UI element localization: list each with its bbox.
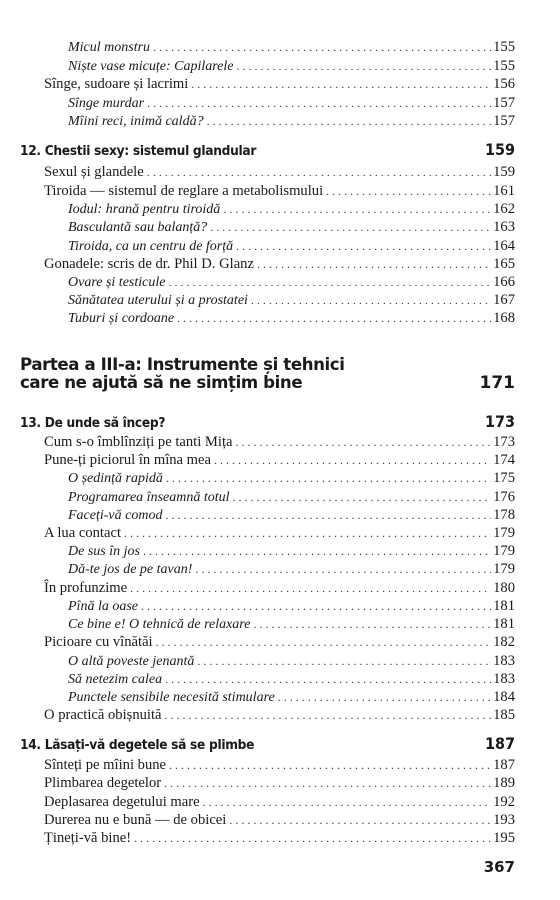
dot-leader xyxy=(229,810,491,830)
entry-title: Tiroida, ca un centru de forță xyxy=(68,239,234,254)
dot-leader xyxy=(130,578,491,598)
toc-entry xyxy=(44,450,515,470)
entry-page: 178 xyxy=(493,507,515,523)
toc-entry xyxy=(68,541,515,561)
dot-leader xyxy=(214,450,491,470)
dot-leader xyxy=(195,559,491,579)
entry-title: Plimbarea degetelor xyxy=(44,775,162,791)
entry-page: 168 xyxy=(493,310,515,326)
entry-page: 189 xyxy=(493,775,515,791)
dot-leader xyxy=(165,705,492,725)
dot-leader xyxy=(233,487,492,507)
dot-leader xyxy=(153,37,491,57)
toc-entry xyxy=(68,669,515,689)
toc-entry xyxy=(44,578,515,598)
dot-leader xyxy=(165,505,491,525)
entry-title: Să netezim calea xyxy=(68,672,163,687)
entry-page: 195 xyxy=(493,830,515,846)
entry-title: A lua contact xyxy=(44,525,121,541)
toc-entry xyxy=(44,432,515,452)
dot-leader xyxy=(236,432,492,452)
toc-entry xyxy=(44,755,515,775)
dot-leader xyxy=(203,792,492,812)
part-page: 171 xyxy=(479,373,515,393)
entry-page: 187 xyxy=(493,757,515,773)
toc-entry xyxy=(68,468,515,488)
entry-page: 159 xyxy=(493,164,515,180)
entry-page: 185 xyxy=(493,707,515,723)
toc-entry xyxy=(68,217,515,237)
part-title-line-1: Partea a III-a: Instrumente și tehnici xyxy=(20,355,345,374)
toc-entry xyxy=(68,37,515,57)
toc-entry xyxy=(68,93,515,113)
dot-leader xyxy=(223,199,491,219)
dot-leader xyxy=(237,56,492,76)
entry-page: 176 xyxy=(493,489,515,505)
entry-title: Sînge, sudoare și lacrimi xyxy=(44,76,189,92)
dot-leader xyxy=(197,651,491,671)
toc-entry xyxy=(68,505,515,525)
toc-entry xyxy=(68,236,515,256)
toc-entry xyxy=(68,308,515,328)
entry-page: 183 xyxy=(493,671,515,687)
entry-title: Faceți-vă comod xyxy=(68,508,163,523)
entry-page: 165 xyxy=(493,256,515,272)
chapter-title: 14. Lăsați-vă degetele să se plimbe xyxy=(20,737,255,753)
entry-title: Sînge murdar xyxy=(68,96,145,111)
page-number: 367 xyxy=(483,858,515,876)
toc-entry xyxy=(44,810,515,830)
entry-title: În profunzime xyxy=(44,580,128,596)
chapter-title: 12. Chestii sexy: sistemul glandular xyxy=(20,143,257,159)
entry-title: Pune-ți piciorul în mîna mea xyxy=(44,452,211,468)
toc-entry xyxy=(44,181,515,201)
dot-leader xyxy=(124,523,491,543)
entry-title: Țineți-vă bine! xyxy=(44,830,132,846)
toc-entry xyxy=(68,687,515,707)
dot-leader xyxy=(164,773,491,793)
entry-page: 192 xyxy=(493,794,515,810)
dot-leader xyxy=(141,596,491,616)
entry-page: 179 xyxy=(493,561,515,577)
dot-leader xyxy=(169,755,491,775)
entry-page: 155 xyxy=(493,58,515,74)
entry-title: O altă poveste jenantă xyxy=(68,654,195,669)
part-heading xyxy=(20,356,515,396)
entry-title: O ședință rapidă xyxy=(68,471,163,486)
entry-title: Iodul: hrană pentru tiroidă xyxy=(68,202,221,217)
toc-entry xyxy=(68,272,515,292)
entry-page: 166 xyxy=(493,274,515,290)
dot-leader xyxy=(177,308,491,328)
entry-title: Mîini reci, inimă caldă? xyxy=(68,114,204,129)
entry-title: Tiroida — sistemul de reglare a metabolismului xyxy=(44,183,324,199)
entry-page: 157 xyxy=(493,113,515,129)
entry-page: 155 xyxy=(493,39,515,55)
entry-page: 180 xyxy=(493,580,515,596)
chapter-page: 187 xyxy=(484,734,515,753)
entry-page: 181 xyxy=(493,598,515,614)
entry-title: Picioare cu vînătăi xyxy=(44,634,153,650)
dot-leader xyxy=(156,632,492,652)
dot-leader xyxy=(236,236,491,256)
dot-leader xyxy=(147,93,491,113)
entry-page: 182 xyxy=(493,634,515,650)
entry-title: Ce bine e! O tehnică de relaxare xyxy=(68,617,251,632)
toc-entry xyxy=(68,111,515,131)
dot-leader xyxy=(166,468,491,488)
toc-entry xyxy=(68,651,515,671)
dot-leader xyxy=(253,614,491,634)
chapter-heading xyxy=(20,412,515,431)
entry-title: Tuburi și cordoane xyxy=(68,311,175,326)
entry-title: De sus în jos xyxy=(68,544,140,559)
entry-page: 175 xyxy=(493,470,515,486)
entry-page: 179 xyxy=(493,543,515,559)
dot-leader xyxy=(207,111,492,131)
toc-entry xyxy=(44,705,515,725)
dot-leader xyxy=(143,541,491,561)
entry-page: 161 xyxy=(493,183,515,199)
entry-title: Basculantă sau balanță? xyxy=(68,220,208,235)
toc-entry xyxy=(44,162,515,182)
chapter-title: 13. De unde să încep? xyxy=(20,415,166,431)
toc-entry xyxy=(44,773,515,793)
entry-title: Deplasarea degetului mare xyxy=(44,794,200,810)
entry-title: Micul monstru xyxy=(68,40,151,55)
entry-title: Sexul și glandele xyxy=(44,164,144,180)
entry-page: 163 xyxy=(493,219,515,235)
entry-page: 157 xyxy=(493,95,515,111)
dot-leader xyxy=(278,687,491,707)
entry-title: Punctele sensibile necesită stimulare xyxy=(68,690,275,705)
entry-page: 174 xyxy=(493,452,515,468)
entry-title: Dă-te jos de pe tavan! xyxy=(68,562,193,577)
chapter-heading xyxy=(20,734,515,753)
toc-entry xyxy=(44,792,515,812)
toc-entry xyxy=(44,632,515,652)
toc-entry xyxy=(68,56,515,76)
chapter-page: 173 xyxy=(484,412,515,431)
entry-page: 173 xyxy=(493,434,515,450)
toc-entry xyxy=(68,596,515,616)
entry-page: 181 xyxy=(493,616,515,632)
dot-leader xyxy=(191,74,491,94)
entry-title: Durerea nu e bună — de obicei xyxy=(44,812,227,828)
toc-entry xyxy=(44,523,515,543)
entry-page: 193 xyxy=(493,812,515,828)
dot-leader xyxy=(165,669,491,689)
dot-leader xyxy=(147,162,491,182)
dot-leader xyxy=(251,290,491,310)
entry-title: Ovare și testicule xyxy=(68,275,166,290)
entry-title: Programarea înseamnă totul xyxy=(68,490,230,505)
toc-entry xyxy=(68,487,515,507)
toc-entry xyxy=(68,199,515,219)
entry-title: Sănătatea uterului și a prostatei xyxy=(68,293,248,308)
entry-page: 183 xyxy=(493,653,515,669)
dot-leader xyxy=(257,254,491,274)
entry-title: Gonadele: scris de dr. Phil D. Glanz xyxy=(44,256,254,272)
entry-page: 156 xyxy=(493,76,515,92)
dot-leader xyxy=(168,272,491,292)
entry-title: Pînă la oase xyxy=(68,599,138,614)
dot-leader xyxy=(326,181,491,201)
toc-entry xyxy=(68,559,515,579)
part-title-line-2: care ne ajută să ne simțim bine xyxy=(20,373,303,392)
entry-title: Niște vase micuțe: Capilarele xyxy=(68,59,234,74)
chapter-page: 159 xyxy=(484,140,515,159)
entry-page: 162 xyxy=(493,201,515,217)
chapter-heading xyxy=(20,140,515,159)
entry-page: 179 xyxy=(493,525,515,541)
toc-entry xyxy=(68,614,515,634)
entry-title: O practică obișnuită xyxy=(44,707,162,723)
entry-page: 164 xyxy=(493,238,515,254)
entry-title: Cum s-o îmblînziți pe tanti Mița xyxy=(44,434,233,450)
dot-leader xyxy=(134,828,491,848)
toc-entry xyxy=(44,828,515,848)
dot-leader xyxy=(210,217,491,237)
entry-page: 167 xyxy=(493,292,515,308)
toc-entry xyxy=(44,254,515,274)
toc-entry xyxy=(68,290,515,310)
entry-page: 184 xyxy=(493,689,515,705)
toc-entry xyxy=(44,74,515,94)
entry-title: Sînteți pe mîini bune xyxy=(44,757,167,773)
